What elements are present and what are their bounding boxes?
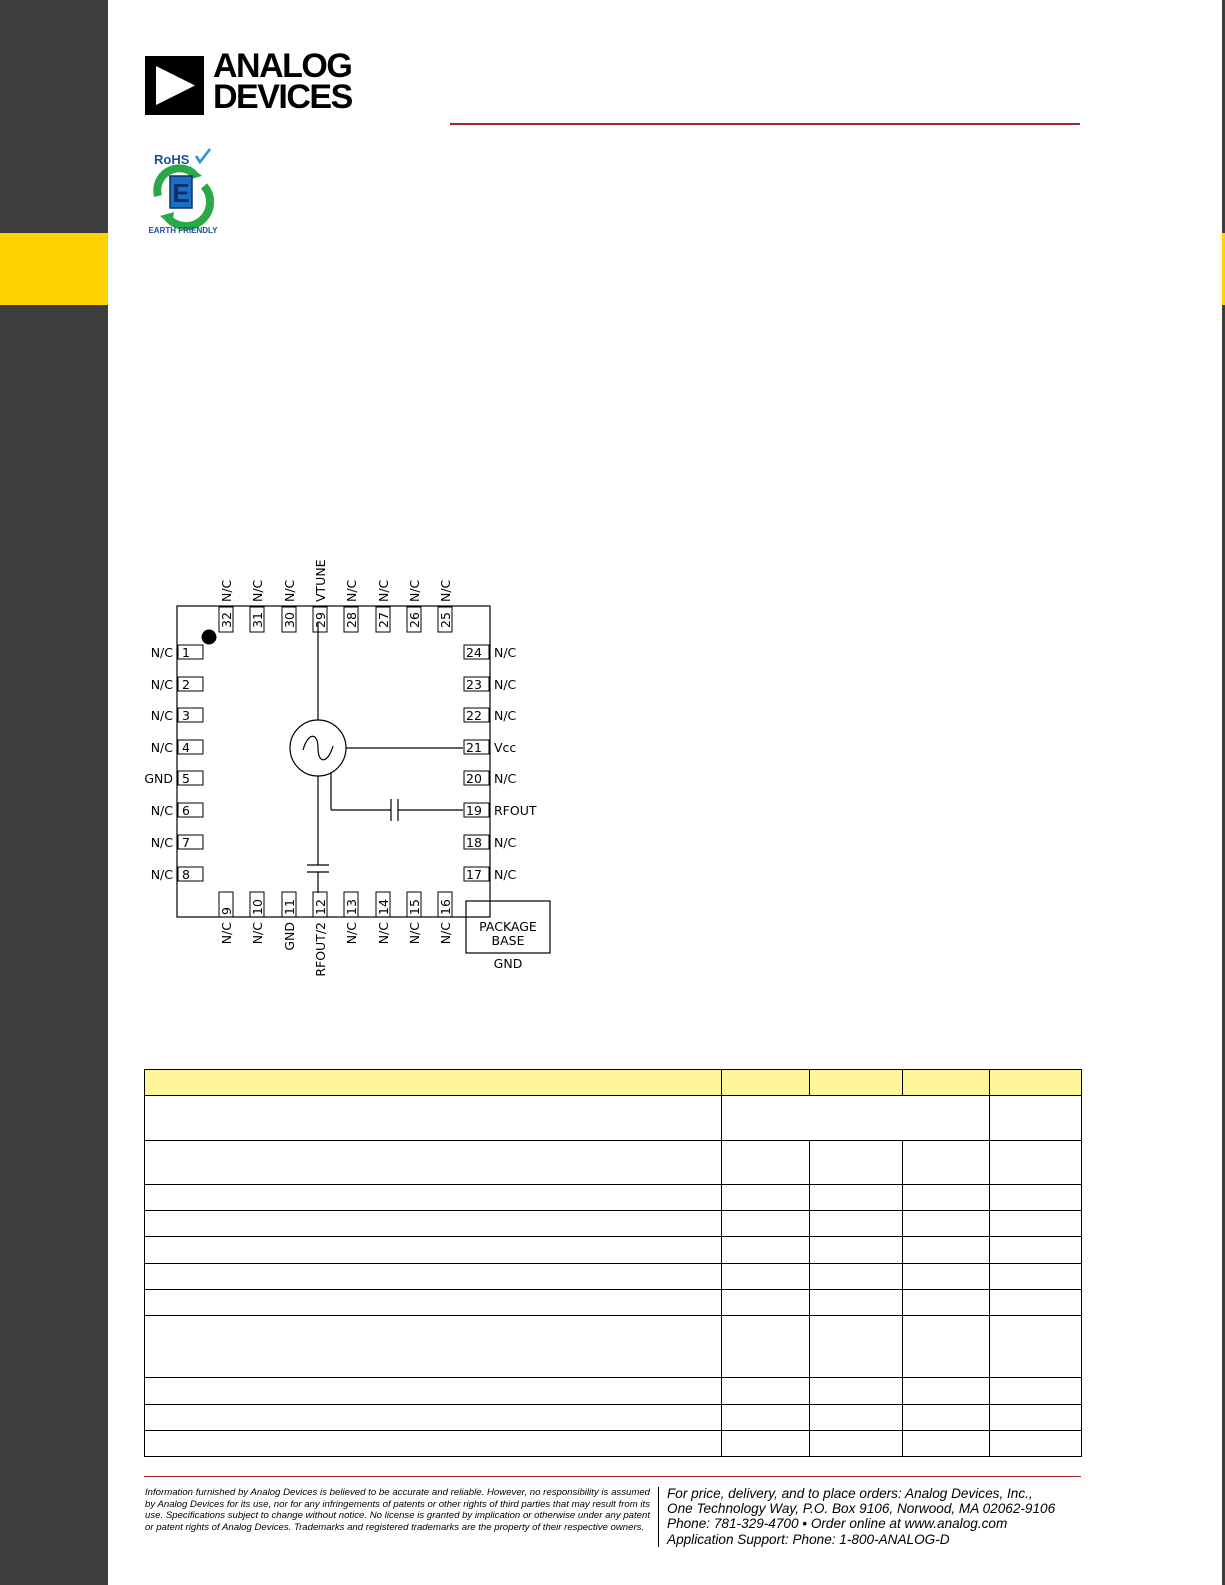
table-cell [990,1316,1082,1378]
pin1-marker [202,630,217,645]
pin-label: N/C [150,645,173,660]
table-row [145,1405,1082,1431]
pin-number: 17 [466,867,482,882]
table-cell [145,1431,722,1457]
table-row [145,1211,1082,1237]
rohs-letter: E [172,178,190,208]
table-cell [903,1211,990,1237]
table-header-cell [903,1070,990,1096]
table-cell [990,1290,1082,1316]
table-cell [145,1237,722,1264]
pinout-diagram [135,555,555,985]
footer-contact [667,1486,1082,1547]
logo-line-2: DEVICES [213,78,352,116]
table-cell [722,1185,810,1211]
table-cell [990,1405,1082,1431]
table-cell [145,1096,722,1141]
pin-number: 24 [466,645,482,660]
pin-label: N/C [150,708,173,723]
pin-label: RFOUT/2 [313,922,328,977]
table-cell [145,1405,722,1431]
footer-rule [144,1476,1081,1477]
pin-label: N/C [344,579,359,602]
table-cell [722,1290,810,1316]
table-cell [903,1316,990,1378]
table-cell [722,1431,810,1457]
pin-label: N/C [494,771,517,786]
pin-number: 2 [182,677,190,692]
pin-number: 8 [182,867,190,882]
pin-number: 1 [182,645,190,660]
table-header-cell [990,1070,1082,1096]
pin-label: N/C [494,867,517,882]
table-row [145,1096,1082,1141]
table-header-cell [145,1070,722,1096]
pin-number: 20 [466,771,482,786]
pin-number: 28 [344,612,359,628]
table-row [145,1185,1082,1211]
table-cell [990,1264,1082,1290]
table-cell [990,1431,1082,1457]
pin-number: 4 [182,740,190,755]
pin-label: N/C [219,579,234,602]
table-cell [903,1378,990,1405]
pin-number: 22 [466,708,482,723]
pin-number: 3 [182,708,190,723]
table-cell [722,1211,810,1237]
pin-number: 10 [250,899,265,915]
package-body [177,606,490,917]
package-base-line1: PACKAGE [479,919,537,934]
analog-devices-logo [145,47,360,117]
table-header-cell [722,1070,810,1096]
logo-triangle-icon [145,56,204,115]
contact-line-1: For price, delivery, and to place orders: Analog Devices, Inc., [667,1486,1033,1501]
table-cell [722,1264,810,1290]
table-cell [903,1290,990,1316]
table-header-cell [810,1070,903,1096]
pin-number: 21 [466,740,482,755]
package-base-pin: GND [493,956,523,971]
pin-number: 15 [407,899,422,915]
sidebar-yellow-tab [0,233,108,305]
footer-divider [658,1487,659,1547]
table-cell [722,1141,810,1185]
pin-label: N/C [494,708,517,723]
logo-wordmark [213,47,352,116]
table-cell [903,1141,990,1185]
pin-label: N/C [219,922,234,945]
table-cell [145,1316,722,1378]
pin-label: N/C [438,579,453,602]
table-cell [722,1237,810,1264]
pin-number: 12 [313,899,328,915]
pin-number: 6 [182,803,190,818]
package-base-line2: BASE [491,933,525,948]
contact-line-2: One Technology Way, P.O. Box 9106, Norwood, MA 02062-9106 [667,1501,1056,1517]
rohs-caption: EARTH FRIENDLY [148,226,218,235]
pin-number: 25 [438,612,453,628]
table-cell [990,1378,1082,1405]
pin-label: GND [144,771,173,786]
table-cell [810,1431,903,1457]
table-cell [810,1237,903,1264]
pin-number: 30 [282,612,297,628]
table-cell [990,1211,1082,1237]
table-cell [722,1378,810,1405]
pin-number: 26 [407,612,422,628]
check-icon [196,149,210,162]
table-row [145,1431,1082,1457]
spec-table [144,1069,1082,1457]
pin-number: 32 [219,612,234,628]
table-cell [903,1264,990,1290]
table-cell [145,1185,722,1211]
table-row [145,1237,1082,1264]
table-cell [145,1290,722,1316]
pin-label: N/C [150,835,173,850]
table-cell [903,1185,990,1211]
pin-label: N/C [150,677,173,692]
table-cell [990,1237,1082,1264]
pin-label: N/C [282,579,297,602]
pin-label: N/C [376,579,391,602]
table-row [145,1316,1082,1378]
table-cell [903,1405,990,1431]
table-cell [903,1431,990,1457]
table-cell [990,1141,1082,1185]
pin-label: N/C [494,645,517,660]
table-cell [810,1264,903,1290]
contact-line-3: Phone: 781-329-4700 • Order online at www.analog.com [667,1516,1008,1532]
pin-label: N/C [494,677,517,692]
pin-number: 7 [182,835,190,850]
rohs-label: RoHS [154,152,190,167]
pin-label: VTUNE [313,559,328,602]
table-header-row [145,1070,1082,1096]
pin-number: 29 [313,612,328,628]
contact-line-4: Application Support: Phone: 1-800-ANALOG-D [667,1531,950,1547]
pin-number: 13 [344,899,359,915]
pin-label: N/C [250,922,265,945]
table-cell [810,1185,903,1211]
table-cell [810,1378,903,1405]
vco-sine-icon [303,736,333,760]
rohs-earth-friendly-icon [142,146,224,236]
pin-number: 9 [219,907,234,915]
pin-number: 19 [466,803,482,818]
table-cell [145,1378,722,1405]
table-cell [990,1185,1082,1211]
logo-line-1: ANALOG [213,47,352,85]
pin-label: N/C [344,922,359,945]
footer-disclaimer: Information furnished by Analog Devices is believed to be accurate and reliable. However, no responsibility is assumed by Analog Devices for its use, nor for any infringements of patents or other rights of third parties that may result from its use. Specifications subject to change without notice. No license is granted by implication or otherwise under any patent or patent rights of Analog Devices. Trademarks and registered trademarks are the property of their respective owners. [145,1487,650,1533]
pin-label: N/C [150,740,173,755]
pin-number: 23 [466,677,482,692]
pin-label: RFOUT [494,803,537,818]
pin-label: N/C [407,922,422,945]
header-rule [450,123,1080,125]
table-cell [145,1141,722,1185]
table-cell [722,1405,810,1431]
table-cell [810,1405,903,1431]
table-cell [810,1211,903,1237]
pin-number: 31 [250,612,265,628]
table-cell [810,1290,903,1316]
pin-label: N/C [376,922,391,945]
table-row [145,1290,1082,1316]
table-cell [903,1237,990,1264]
table-cell [810,1141,903,1185]
pin-label: N/C [250,579,265,602]
table-cell [145,1264,722,1290]
pin-label: N/C [438,922,453,945]
pin-number: 27 [376,612,391,628]
pin-label: N/C [150,867,173,882]
pin-label: GND [282,922,297,951]
pin-number: 18 [466,835,482,850]
pin-label: Vcc [494,740,517,755]
pin-number: 14 [376,899,391,915]
pin-number: 11 [282,899,297,915]
table-row [145,1378,1082,1405]
table-row [145,1141,1082,1185]
table-cell [145,1211,722,1237]
pin-label: N/C [494,835,517,850]
table-cell [990,1096,1082,1141]
pin-number: 5 [182,771,190,786]
table-cell [722,1316,810,1378]
table-cell [722,1096,990,1141]
pin-number: 16 [438,899,453,915]
table-cell [810,1316,903,1378]
table-row [145,1264,1082,1290]
pin-label: N/C [407,579,422,602]
pin-label: N/C [150,803,173,818]
